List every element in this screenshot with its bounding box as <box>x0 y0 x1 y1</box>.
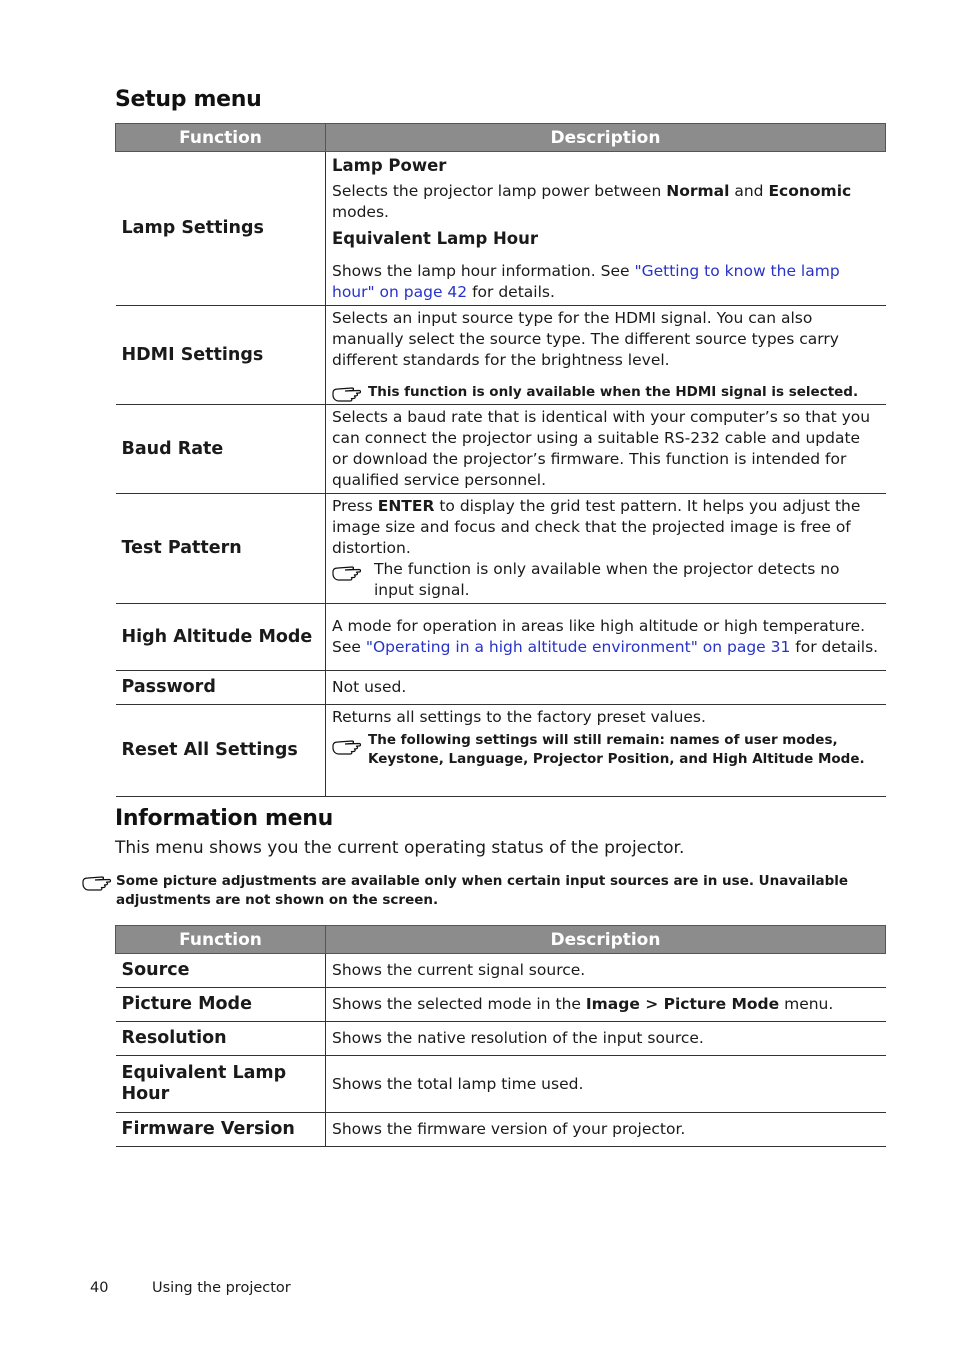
information-menu-table <box>115 925 886 1147</box>
function-name: Equivalent Lamp Hour <box>116 1056 326 1113</box>
menu-path: Image > Picture Mode <box>585 995 780 1013</box>
description-cell: Shows the total lamp time used. <box>326 1056 886 1113</box>
table-row-lamp-settings <box>116 152 886 306</box>
pointing-hand-icon <box>332 563 362 581</box>
function-name: HDMI Settings <box>116 306 326 405</box>
test-pattern-text <box>332 496 880 559</box>
text-segment: and <box>729 181 769 200</box>
function-name: Reset All Settings <box>116 705 326 797</box>
text-segment: modes. <box>332 202 389 221</box>
setup-menu-title: Setup menu <box>115 87 262 112</box>
reset-note <box>332 731 880 769</box>
text-segment: for details. <box>790 638 879 656</box>
description-cell <box>326 988 886 1022</box>
function-name: Source <box>116 954 326 988</box>
table-row-firmware-version <box>116 1113 886 1147</box>
text-segment: menu. <box>779 995 834 1013</box>
high-altitude-link[interactable]: "Operating in a high altitude environment" on page 31 <box>365 638 791 656</box>
description-cell <box>326 604 886 671</box>
function-name: Firmware Version <box>116 1113 326 1147</box>
table-row-reset-all-settings <box>116 705 886 797</box>
reset-description: Returns all settings to the factory preset values. <box>332 708 706 726</box>
table-row-source <box>116 954 886 988</box>
text-segment: for details. <box>467 282 555 301</box>
function-name: Resolution <box>116 1022 326 1056</box>
description-cell <box>326 705 886 797</box>
description-cell: Selects a baud rate that is identical with your computer’s so that you can connect the projector using a suitable RS-232 cable and update or download the projector’s firmware. This function is intended for qualified service personnel. <box>326 405 886 494</box>
enter-key-term: ENTER <box>377 497 435 515</box>
table-header-row <box>116 926 886 954</box>
text-segment: A mode for operation in areas like high altitude or high temperature. See <box>332 617 866 656</box>
test-pattern-note <box>332 559 880 601</box>
function-name: Password <box>116 671 326 705</box>
lamp-hour-link[interactable]: "Getting to know the lamp hour" on page 42 <box>332 261 840 301</box>
description-header: Description <box>326 926 886 954</box>
table-row-baud-rate <box>116 405 886 494</box>
economic-term: Economic <box>768 181 852 200</box>
description-cell: Not used. <box>326 671 886 705</box>
text-segment: Selects the projector lamp power between <box>332 181 667 200</box>
table-row-test-pattern <box>116 494 886 604</box>
note-text: The following settings will still remain: names of user modes, Keystone, Language, Projector Position, and High Altitude Mode. <box>368 732 865 767</box>
information-menu-title: Information menu <box>115 806 334 831</box>
note-text: The function is only available when the projector detects no input signal. <box>374 560 840 599</box>
description-cell: Shows the native resolution of the input source. <box>326 1022 886 1056</box>
text-segment: Press <box>332 497 378 515</box>
function-name: Test Pattern <box>116 494 326 604</box>
description-cell: Shows the firmware version of your projector. <box>326 1113 886 1147</box>
function-header: Function <box>116 926 326 954</box>
table-row-picture-mode <box>116 988 886 1022</box>
table-row-high-altitude-mode <box>116 604 886 671</box>
text-segment: Shows the selected mode in the <box>332 995 586 1013</box>
footer-section-title: Using the projector <box>152 1280 291 1296</box>
lamp-power-text <box>332 181 880 223</box>
lamp-power-heading: Lamp Power <box>332 155 447 175</box>
table-row-password <box>116 671 886 705</box>
pointing-hand-icon <box>82 873 112 891</box>
function-header: Function <box>116 124 326 152</box>
text-segment: Shows the lamp hour information. See <box>332 261 635 280</box>
description-cell <box>326 306 886 405</box>
table-row-resolution <box>116 1022 886 1056</box>
page-number: 40 <box>90 1280 109 1296</box>
note-text: This function is only available when the HDMI signal is selected. <box>368 384 859 400</box>
information-note <box>82 872 852 910</box>
description-header: Description <box>326 124 886 152</box>
table-row-equivalent-lamp-hour <box>116 1056 886 1113</box>
pointing-hand-icon <box>332 384 362 402</box>
table-row-hdmi-settings <box>116 306 886 405</box>
function-name: Lamp Settings <box>116 152 326 306</box>
hdmi-note <box>332 383 880 402</box>
text-segment: to display the grid test pattern. It helps you adjust the image size and focus and check that the projected image is free of distortion. <box>332 497 861 557</box>
description-cell <box>326 152 886 306</box>
lamp-hour-text <box>332 261 880 303</box>
information-intro: This menu shows you the current operating status of the projector. <box>115 838 685 858</box>
lamp-hour-heading: Equivalent Lamp Hour <box>332 228 539 248</box>
pointing-hand-icon <box>332 737 362 755</box>
description-cell: Shows the current signal source. <box>326 954 886 988</box>
function-name: High Altitude Mode <box>116 604 326 671</box>
description-cell <box>326 494 886 604</box>
function-name: Picture Mode <box>116 988 326 1022</box>
function-name: Baud Rate <box>116 405 326 494</box>
hdmi-description: Selects an input source type for the HDMI signal. You can also manually select the source type. The different source types carry different standards for the brightness level. <box>332 309 839 369</box>
table-header-row <box>116 124 886 152</box>
normal-term: Normal <box>666 181 730 200</box>
note-text: Some picture adjustments are available only when certain input sources are in use. Unavailable adjustments are not shown on the screen. <box>116 873 849 908</box>
setup-menu-table <box>115 123 886 797</box>
